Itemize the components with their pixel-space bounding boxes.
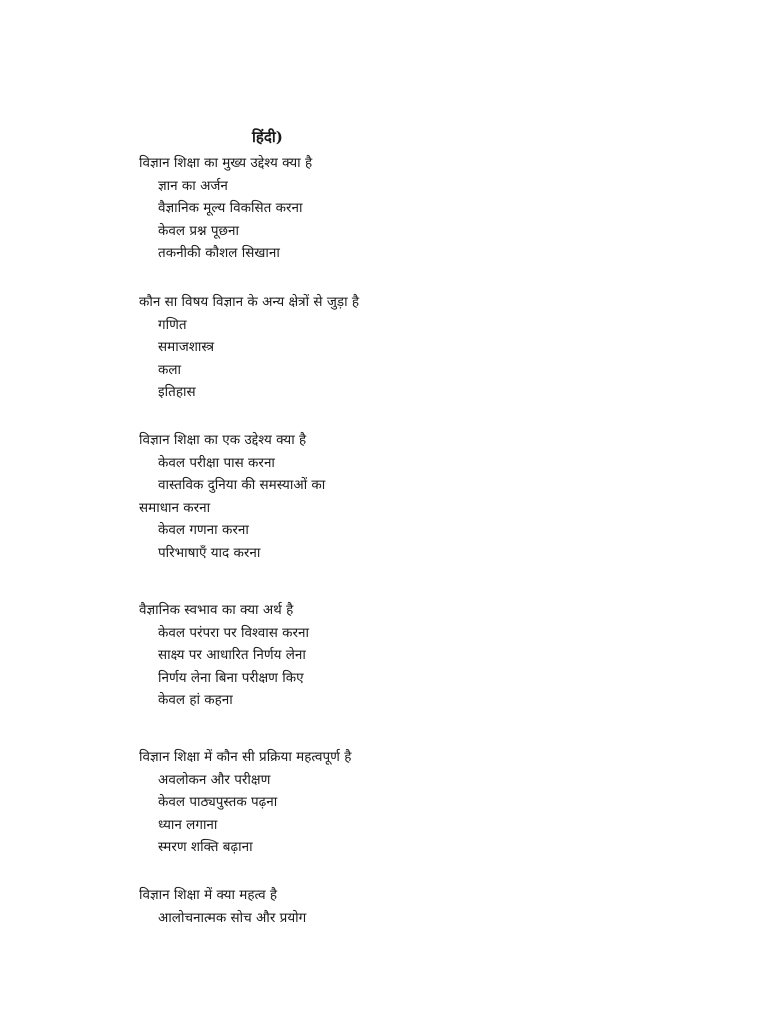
question-text: विज्ञान शिक्षा में कौन सी प्रक्रिया महत्वपूर्ण है: [139, 749, 352, 765]
option-item: इतिहास: [158, 384, 196, 400]
option-item: गणित: [158, 316, 187, 333]
option-item: कला: [158, 361, 182, 378]
page-title: हिंदी): [252, 128, 283, 146]
question-block-4: [139, 599, 309, 712]
option-item: केवल पाठ्यपुस्तक पढ़ना: [158, 794, 278, 810]
option-item: तकनीकी कौशल सिखाना: [158, 245, 280, 261]
option-item: ध्यान लगाना: [158, 816, 218, 833]
question-text: कौन सा विषय विज्ञान के अन्य क्षेत्रों से जुड़ा है: [139, 294, 360, 310]
question-block-3: [139, 429, 325, 564]
option-item: साक्ष्य पर आधारित निर्णय लेना: [158, 647, 306, 663]
option-item: आलोचनात्मक सोच और प्रयोग: [158, 909, 307, 926]
option-item: वैज्ञानिक मूल्य विकसित करना: [158, 200, 303, 216]
question-block-2: [139, 291, 359, 404]
question-text: विज्ञान शिक्षा का मुख्य उद्देश्य क्या है: [139, 155, 313, 171]
option-item: केवल प्रश्न पूछना: [158, 222, 239, 239]
question-block-1: [139, 152, 312, 265]
question-block-5: [139, 746, 351, 859]
option-item: वास्तविक दुनिया की समस्याओं का: [158, 477, 326, 493]
option-item: समाजशास्त्र: [158, 339, 215, 355]
question-block-6: [139, 884, 306, 929]
option-item: केवल परंपरा पर विश्वास करना: [158, 624, 310, 641]
option-item: केवल हां कहना: [158, 692, 233, 708]
option-item: केवल गणना करना: [158, 522, 249, 538]
option-item: अवलोकन और परीक्षण: [158, 771, 271, 788]
option-item-continuation: समाधान करना: [139, 499, 211, 516]
question-text: वैज्ञानिक स्वभाव का क्या अर्थ है: [139, 602, 294, 618]
question-text: विज्ञान शिक्षा का एक उद्देश्य क्या है: [139, 432, 307, 448]
option-item: परिभाषाएँ याद करना: [158, 544, 261, 561]
option-item: निर्णय लेना बिना परीक्षण किए: [158, 669, 304, 686]
option-item: केवल परीक्षा पास करना: [158, 454, 275, 471]
option-item: स्मरण शक्ति बढ़ाना: [158, 839, 253, 855]
option-item: ज्ञान का अर्जन: [158, 177, 228, 194]
question-text: विज्ञान शिक्षा में क्या महत्व है: [139, 887, 278, 903]
